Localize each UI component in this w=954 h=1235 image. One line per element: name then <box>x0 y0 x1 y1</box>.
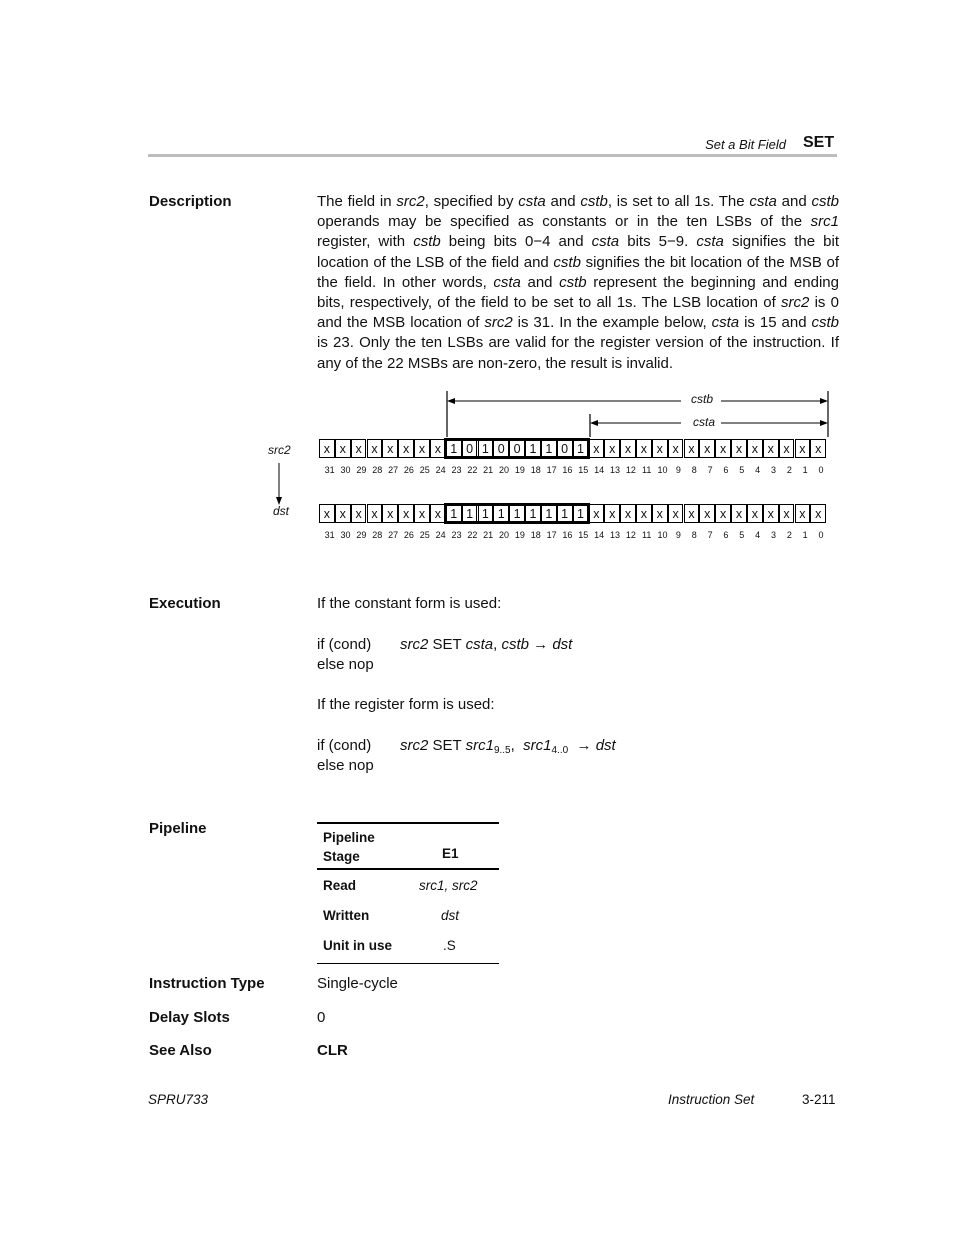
src2-bit-cell: 1 <box>446 439 462 458</box>
dst-bit-cell: x <box>398 504 414 523</box>
src2-bit-number: 21 <box>483 465 494 475</box>
inline-operand: cstb <box>580 193 608 210</box>
pipeline-table <box>317 822 499 964</box>
src2-bit-cell: 1 <box>478 439 494 458</box>
dst-bit-cell: x <box>699 504 715 523</box>
src2-bit-cell: x <box>699 439 715 458</box>
src2-bit-number: 25 <box>419 465 430 475</box>
register-form-intro: If the register form is used: <box>317 696 495 713</box>
src2-bit-cell: x <box>430 439 446 458</box>
src2-bit-number: 31 <box>324 465 335 475</box>
dst-bit-cell: x <box>747 504 763 523</box>
src2-bit-cell: x <box>319 439 335 458</box>
src2-bit-cell: x <box>652 439 668 458</box>
dst-bit-number: 11 <box>642 530 652 540</box>
dst-bit-cell: 1 <box>478 504 494 523</box>
csta-label: csta <box>693 415 716 429</box>
constant-form-operation <box>400 636 572 653</box>
constant-form-condition: if (cond) <box>317 636 372 653</box>
dst-bit-cell: 1 <box>525 504 541 523</box>
src2-bit-cell: x <box>668 439 684 458</box>
src2-bit-cell: x <box>747 439 763 458</box>
op-comma: , <box>493 636 498 653</box>
src2-bit-number: 8 <box>691 465 697 475</box>
dst-bit-number: 26 <box>403 530 414 540</box>
dst-bit-number: 0 <box>818 530 824 540</box>
src2-bit-cell: x <box>779 439 795 458</box>
src2-bit-number: 7 <box>707 465 713 475</box>
src2-bit-cell: 1 <box>573 439 589 458</box>
src2-bit-number: 12 <box>625 465 636 475</box>
register-form-operation <box>400 737 616 756</box>
src2-bit-cell: x <box>382 439 398 458</box>
src2-bit-number: 27 <box>388 465 399 475</box>
instruction-type-value: Single-cycle <box>317 975 398 992</box>
src2-bit-cell: x <box>620 439 636 458</box>
src2-bit-number: 1 <box>802 465 808 475</box>
dst-bit-number: 27 <box>388 530 399 540</box>
dst-bit-number: 28 <box>372 530 383 540</box>
op-csta: csta <box>465 636 494 653</box>
src2-bit-number: 19 <box>514 465 525 475</box>
src2-bit-cell: 0 <box>557 439 573 458</box>
src2-bit-number: 4 <box>755 465 761 475</box>
inline-operand: csta <box>591 233 620 251</box>
src2-bit-cell: 0 <box>509 439 525 458</box>
inline-operand: csta <box>518 193 546 210</box>
src2-bit-cell: x <box>810 439 826 458</box>
src2-bit-cell: 1 <box>541 439 557 458</box>
pipeline-row-stage: Read <box>323 878 357 893</box>
src2-bit-number: 16 <box>562 465 573 475</box>
dst-bit-number: 9 <box>675 530 681 540</box>
dst-bit-cell: x <box>810 504 826 523</box>
src2-bit-number: 29 <box>356 465 367 475</box>
inline-operand: cstb <box>553 253 581 271</box>
op2-sub1: 9..5 <box>493 745 511 756</box>
src2-bit-cell: x <box>414 439 430 458</box>
pipeline-row-value: .S <box>443 938 456 953</box>
dst-bit-cell: x <box>335 504 351 523</box>
inline-operand: csta <box>493 273 521 291</box>
pipeline-row-unit <box>317 933 499 964</box>
delay-slots-value: 0 <box>317 1009 326 1026</box>
src2-bit-cell: 0 <box>493 439 509 458</box>
dst-bit-cell: x <box>731 504 747 523</box>
src2-bit-number: 14 <box>594 465 605 475</box>
dst-bit-number: 14 <box>594 530 605 540</box>
dst-bit-number: 31 <box>324 530 335 540</box>
inline-operand: src1 <box>810 213 839 231</box>
src2-bit-cell: x <box>398 439 414 458</box>
execution-heading: Execution <box>149 595 221 612</box>
dst-bit-cell: x <box>620 504 636 523</box>
instruction-type-heading: Instruction Type <box>149 975 265 992</box>
dst-bit-number: 18 <box>530 530 541 540</box>
dst-bit-cell: x <box>319 504 335 523</box>
dst-bit-number: 10 <box>657 530 668 540</box>
inline-operand: src2 <box>484 314 513 332</box>
pipeline-heading: Pipeline <box>149 820 207 837</box>
dst-bit-number: 23 <box>451 530 462 540</box>
op-set: SET <box>432 636 462 653</box>
dst-bit-number: 24 <box>435 530 446 540</box>
src2-bit-number: 0 <box>818 465 824 475</box>
op-cstb: cstb <box>501 636 529 653</box>
dst-bit-number: 8 <box>691 530 697 540</box>
src2-bit-cell: x <box>763 439 779 458</box>
pipeline-stage-header-line1: Pipeline <box>323 830 375 845</box>
dst-bit-number: 16 <box>562 530 573 540</box>
src2-bit-number: 10 <box>657 465 668 475</box>
inline-operand: cstb <box>811 193 839 210</box>
op2-src1b: src1 <box>523 737 552 754</box>
src2-bit-cell: x <box>588 439 604 458</box>
dst-bit-number: 2 <box>786 530 792 540</box>
inline-operand: csta <box>696 233 724 251</box>
src2-bit-number: 23 <box>451 465 462 475</box>
src2-bit-number: 20 <box>499 465 510 475</box>
pipeline-row-value: dst <box>441 908 460 923</box>
see-also-link[interactable]: CLR <box>317 1042 348 1059</box>
pipeline-row-written <box>317 903 499 933</box>
src2-bit-number: 17 <box>546 465 557 475</box>
dst-bit-number: 17 <box>546 530 557 540</box>
dst-bit-cell: x <box>763 504 779 523</box>
dst-bit-cell: 1 <box>446 504 462 523</box>
dst-bit-number: 30 <box>340 530 351 540</box>
inline-operand: src2 <box>396 193 425 210</box>
op2-comma: , <box>510 737 515 754</box>
field-range-arrows <box>0 0 954 560</box>
op-src2: src2 <box>400 636 429 653</box>
dst-bit-number: 4 <box>755 530 761 540</box>
dst-bit-number: 19 <box>514 530 525 540</box>
dst-bit-cell: x <box>684 504 700 523</box>
src2-bit-cell: x <box>684 439 700 458</box>
dst-bit-cell: 1 <box>509 504 525 523</box>
pipeline-row-read <box>317 873 499 903</box>
dst-bit-number: 13 <box>609 530 620 540</box>
dst-bit-cell: 1 <box>573 504 589 523</box>
dst-bit-number: 15 <box>578 530 589 540</box>
pipeline-row-stage: Written <box>323 908 370 923</box>
inline-operand: csta <box>749 193 777 210</box>
dst-field-highlight <box>444 503 590 524</box>
inline-operand: csta <box>711 314 740 332</box>
inline-operand: cstb <box>811 314 839 332</box>
src2-bit-number: 26 <box>403 465 414 475</box>
src2-bit-number: 24 <box>435 465 446 475</box>
dst-bit-number: 12 <box>625 530 636 540</box>
src2-bit-cell: x <box>715 439 731 458</box>
src2-bit-number: 15 <box>578 465 589 475</box>
dst-bit-number: 22 <box>467 530 478 540</box>
constant-form-intro: If the constant form is used: <box>317 595 502 612</box>
dst-bit-cell: x <box>652 504 668 523</box>
pipeline-row-value: src1, src2 <box>419 878 478 893</box>
op2-sub2: 4..0 <box>551 745 569 756</box>
dst-bit-cell: x <box>715 504 731 523</box>
dst-bit-number: 1 <box>802 530 808 540</box>
src2-bit-cell: x <box>351 439 367 458</box>
dst-bit-cell: 1 <box>557 504 573 523</box>
dst-bit-cell: x <box>367 504 383 523</box>
dst-bit-number: 3 <box>770 530 776 540</box>
cstb-label: cstb <box>691 392 714 406</box>
pipeline-table-header <box>317 824 499 870</box>
bit-field-diagram <box>0 0 954 560</box>
op2-arrow: → <box>576 737 592 754</box>
see-also-heading: See Also <box>149 1042 212 1059</box>
dst-bit-cell: x <box>636 504 652 523</box>
dst-bit-number: 25 <box>419 530 430 540</box>
src2-bit-cell: x <box>731 439 747 458</box>
op2-set: SET <box>432 737 462 754</box>
op2-dst: dst <box>595 737 616 754</box>
src2-bit-cell: x <box>367 439 383 458</box>
description-paragraph: The field in src2, specified by csta and cstb, is set to all 1s. The csta and cstb operands may be specified as constants or in the ten LSBs of the src1 register, with cstb being bits 0−4 and csta bits 5−9. csta signifies the bit location of the LSB of the field and cstb signifies the bit location of the MSB of the field. In other words, csta and cstb represent the beginning and ending bits, respectively, of the field to be set to all 1s. The LSB location of src2 is 0 and the MSB location of src2 is 31. In the example below, csta is 15 and cstb is 23. Only the ten LSBs are valid for the register version of the instruction. If any of the 22 MSBs are non-zero, the result is invalid. <box>317 193 840 372</box>
dst-bit-number: 29 <box>356 530 367 540</box>
footer-page-number: 3-211 <box>802 1092 836 1107</box>
dst-bit-cell: x <box>668 504 684 523</box>
dst-bit-number: 7 <box>707 530 713 540</box>
register-form-condition: if (cond) <box>317 737 372 754</box>
dst-bit-cell: x <box>604 504 620 523</box>
inline-operand: cstb <box>559 273 587 291</box>
dst-bit-number: 20 <box>499 530 510 540</box>
dst-bit-cell: 1 <box>493 504 509 523</box>
dst-bit-cell: x <box>430 504 446 523</box>
op2-src1: src1 <box>465 737 494 754</box>
op-dst: dst <box>552 636 573 653</box>
src2-bit-number: 28 <box>372 465 383 475</box>
pipeline-stage-header-line2: Stage <box>323 849 360 864</box>
dst-bit-cell: x <box>795 504 811 523</box>
src2-bit-number: 11 <box>642 465 652 475</box>
dst-bit-cell: x <box>382 504 398 523</box>
delay-slots-heading: Delay Slots <box>149 1009 230 1026</box>
running-header-mnemonic: SET <box>803 134 835 151</box>
src2-field-highlight <box>444 438 590 459</box>
dst-bit-number: 5 <box>739 530 745 540</box>
src2-bit-number: 22 <box>467 465 478 475</box>
pipeline-stage-header <box>323 828 375 866</box>
dst-bit-cell: 1 <box>462 504 478 523</box>
constant-form-else: else nop <box>317 656 374 673</box>
inline-operand: cstb <box>413 233 441 251</box>
dst-label: dst <box>273 504 290 518</box>
src2-bit-cell: x <box>795 439 811 458</box>
src2-bit-cell: x <box>335 439 351 458</box>
footer-section: Instruction Set <box>668 1092 755 1107</box>
op2-src2: src2 <box>400 737 429 754</box>
src2-bit-number: 30 <box>340 465 351 475</box>
dst-bit-number: 6 <box>723 530 729 540</box>
src2-bit-cell: 0 <box>462 439 478 458</box>
src2-label: src2 <box>268 443 291 457</box>
running-header-title: Set a Bit Field <box>705 137 786 152</box>
pipeline-row-stage: Unit in use <box>323 938 393 953</box>
dst-bit-number: 21 <box>483 530 494 540</box>
src2-bit-number: 3 <box>770 465 776 475</box>
src2-bit-number: 9 <box>675 465 681 475</box>
inline-operand: src2 <box>781 294 810 312</box>
register-form-else: else nop <box>317 757 374 774</box>
src2-bit-number: 5 <box>739 465 745 475</box>
pipeline-e1-header: E1 <box>442 846 459 861</box>
footer-doc-id: SPRU733 <box>148 1092 209 1107</box>
src2-bit-cell: x <box>636 439 652 458</box>
op-arrow: → <box>533 636 549 653</box>
src2-bit-number: 18 <box>530 465 541 475</box>
src2-bit-cell: 1 <box>525 439 541 458</box>
dst-bit-cell: x <box>588 504 604 523</box>
src2-bit-number: 6 <box>723 465 729 475</box>
src2-bit-cell: x <box>604 439 620 458</box>
description-heading: Description <box>149 193 232 210</box>
src2-bit-number: 13 <box>609 465 620 475</box>
dst-bit-cell: x <box>414 504 430 523</box>
dst-bit-cell: x <box>351 504 367 523</box>
src2-bit-number: 2 <box>786 465 792 475</box>
dst-bit-cell: 1 <box>541 504 557 523</box>
dst-bit-cell: x <box>779 504 795 523</box>
